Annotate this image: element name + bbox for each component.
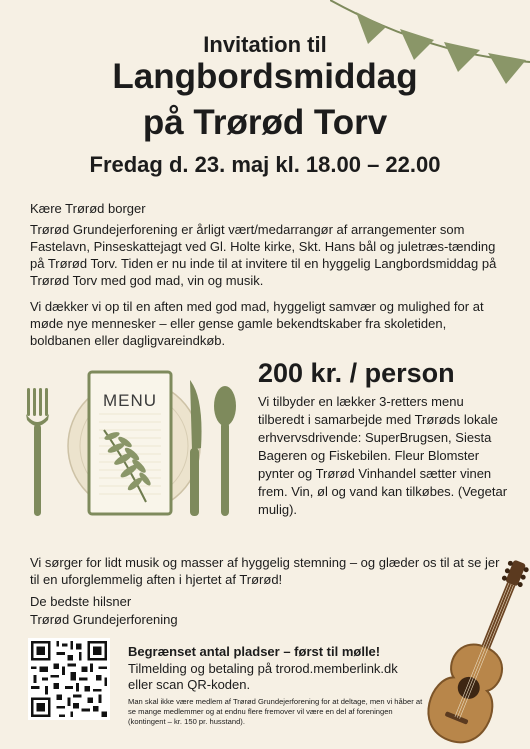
menu-illustration (22, 368, 247, 523)
signup-instructions (128, 661, 428, 693)
svg-text:MENU: MENU (102, 391, 158, 410)
menu-card-icon (89, 372, 171, 514)
title-line-2: på Trørød Torv (142, 103, 388, 142)
dinner-paragraph: Vi dækker vi op til en aften med god mad, hyggeligt samvær og mulighed for at møde nye mennesker – eller gense gamle bekendtskaber fra skoletiden, boldbanen eller dagligvareindkøb. (30, 299, 484, 348)
guitar-icon (420, 550, 530, 749)
membership-fine-print: Man skal ikke være medlem af Trørød Grundejerforening for at deltage, men vi håber at se mange medlemmer og at endnu flere fremover vil være en del af foreningen (kontingent – kr. 150 pr. husstand). (128, 697, 423, 726)
qr-code-icon[interactable] (28, 638, 110, 720)
spoon-icon (214, 386, 236, 516)
invite-heading: Invitation til (203, 32, 327, 57)
fork-icon (26, 388, 49, 516)
menu-description: Vi tilbyder en lækker 3-retters menu tilberedt i samarbejde med Trørøds lokale erhvervsdrivende: SuperBrugsen, Siesta Bageren og Fiskebilen. Fleur Blomster pynter og Trørød Vinhandel sætter vinen frem. Vin, øl og vand kan tilkøbes. (Vegetar mulig). (258, 394, 508, 517)
sign-off: De bedste hilsner (30, 594, 132, 609)
limited-seats-notice: Begrænset antal pladser – først til mølle! (128, 644, 381, 659)
signature: Trørød Grundejerforening (30, 612, 178, 627)
music-paragraph: Vi sørger for lidt musik og masser af hyggelig stemning – og glæder os til at se jer til en uforglemmelig aften i hjertet af Trørød! (30, 555, 500, 587)
title-line-1: Langbordsmiddag (112, 57, 418, 96)
signup-link-line[interactable]: Tilmelding og betaling på trorod.memberlink.dk (128, 661, 398, 676)
signup-qr-line: eller scan QR-koden. (128, 677, 251, 692)
price: 200 kr. / person (258, 358, 455, 388)
greeting: Kære Trørød borger (30, 201, 146, 216)
event-date: Fredag d. 23. maj kl. 18.00 – 22.00 (89, 152, 441, 177)
intro-paragraph: Trørød Grundejerforening er årligt vært/medarrangør af arrangementer som Fastelavn, Pinseskattejagt ved Gl. Holte kirke, Skt. Hans bål og juletræs-tænding på Trørød Torv. Tiden er nu inde til at invitere til en hyggelig Langbordsmiddag på Trørød Torv med god mad, vin og musik. (30, 222, 497, 288)
